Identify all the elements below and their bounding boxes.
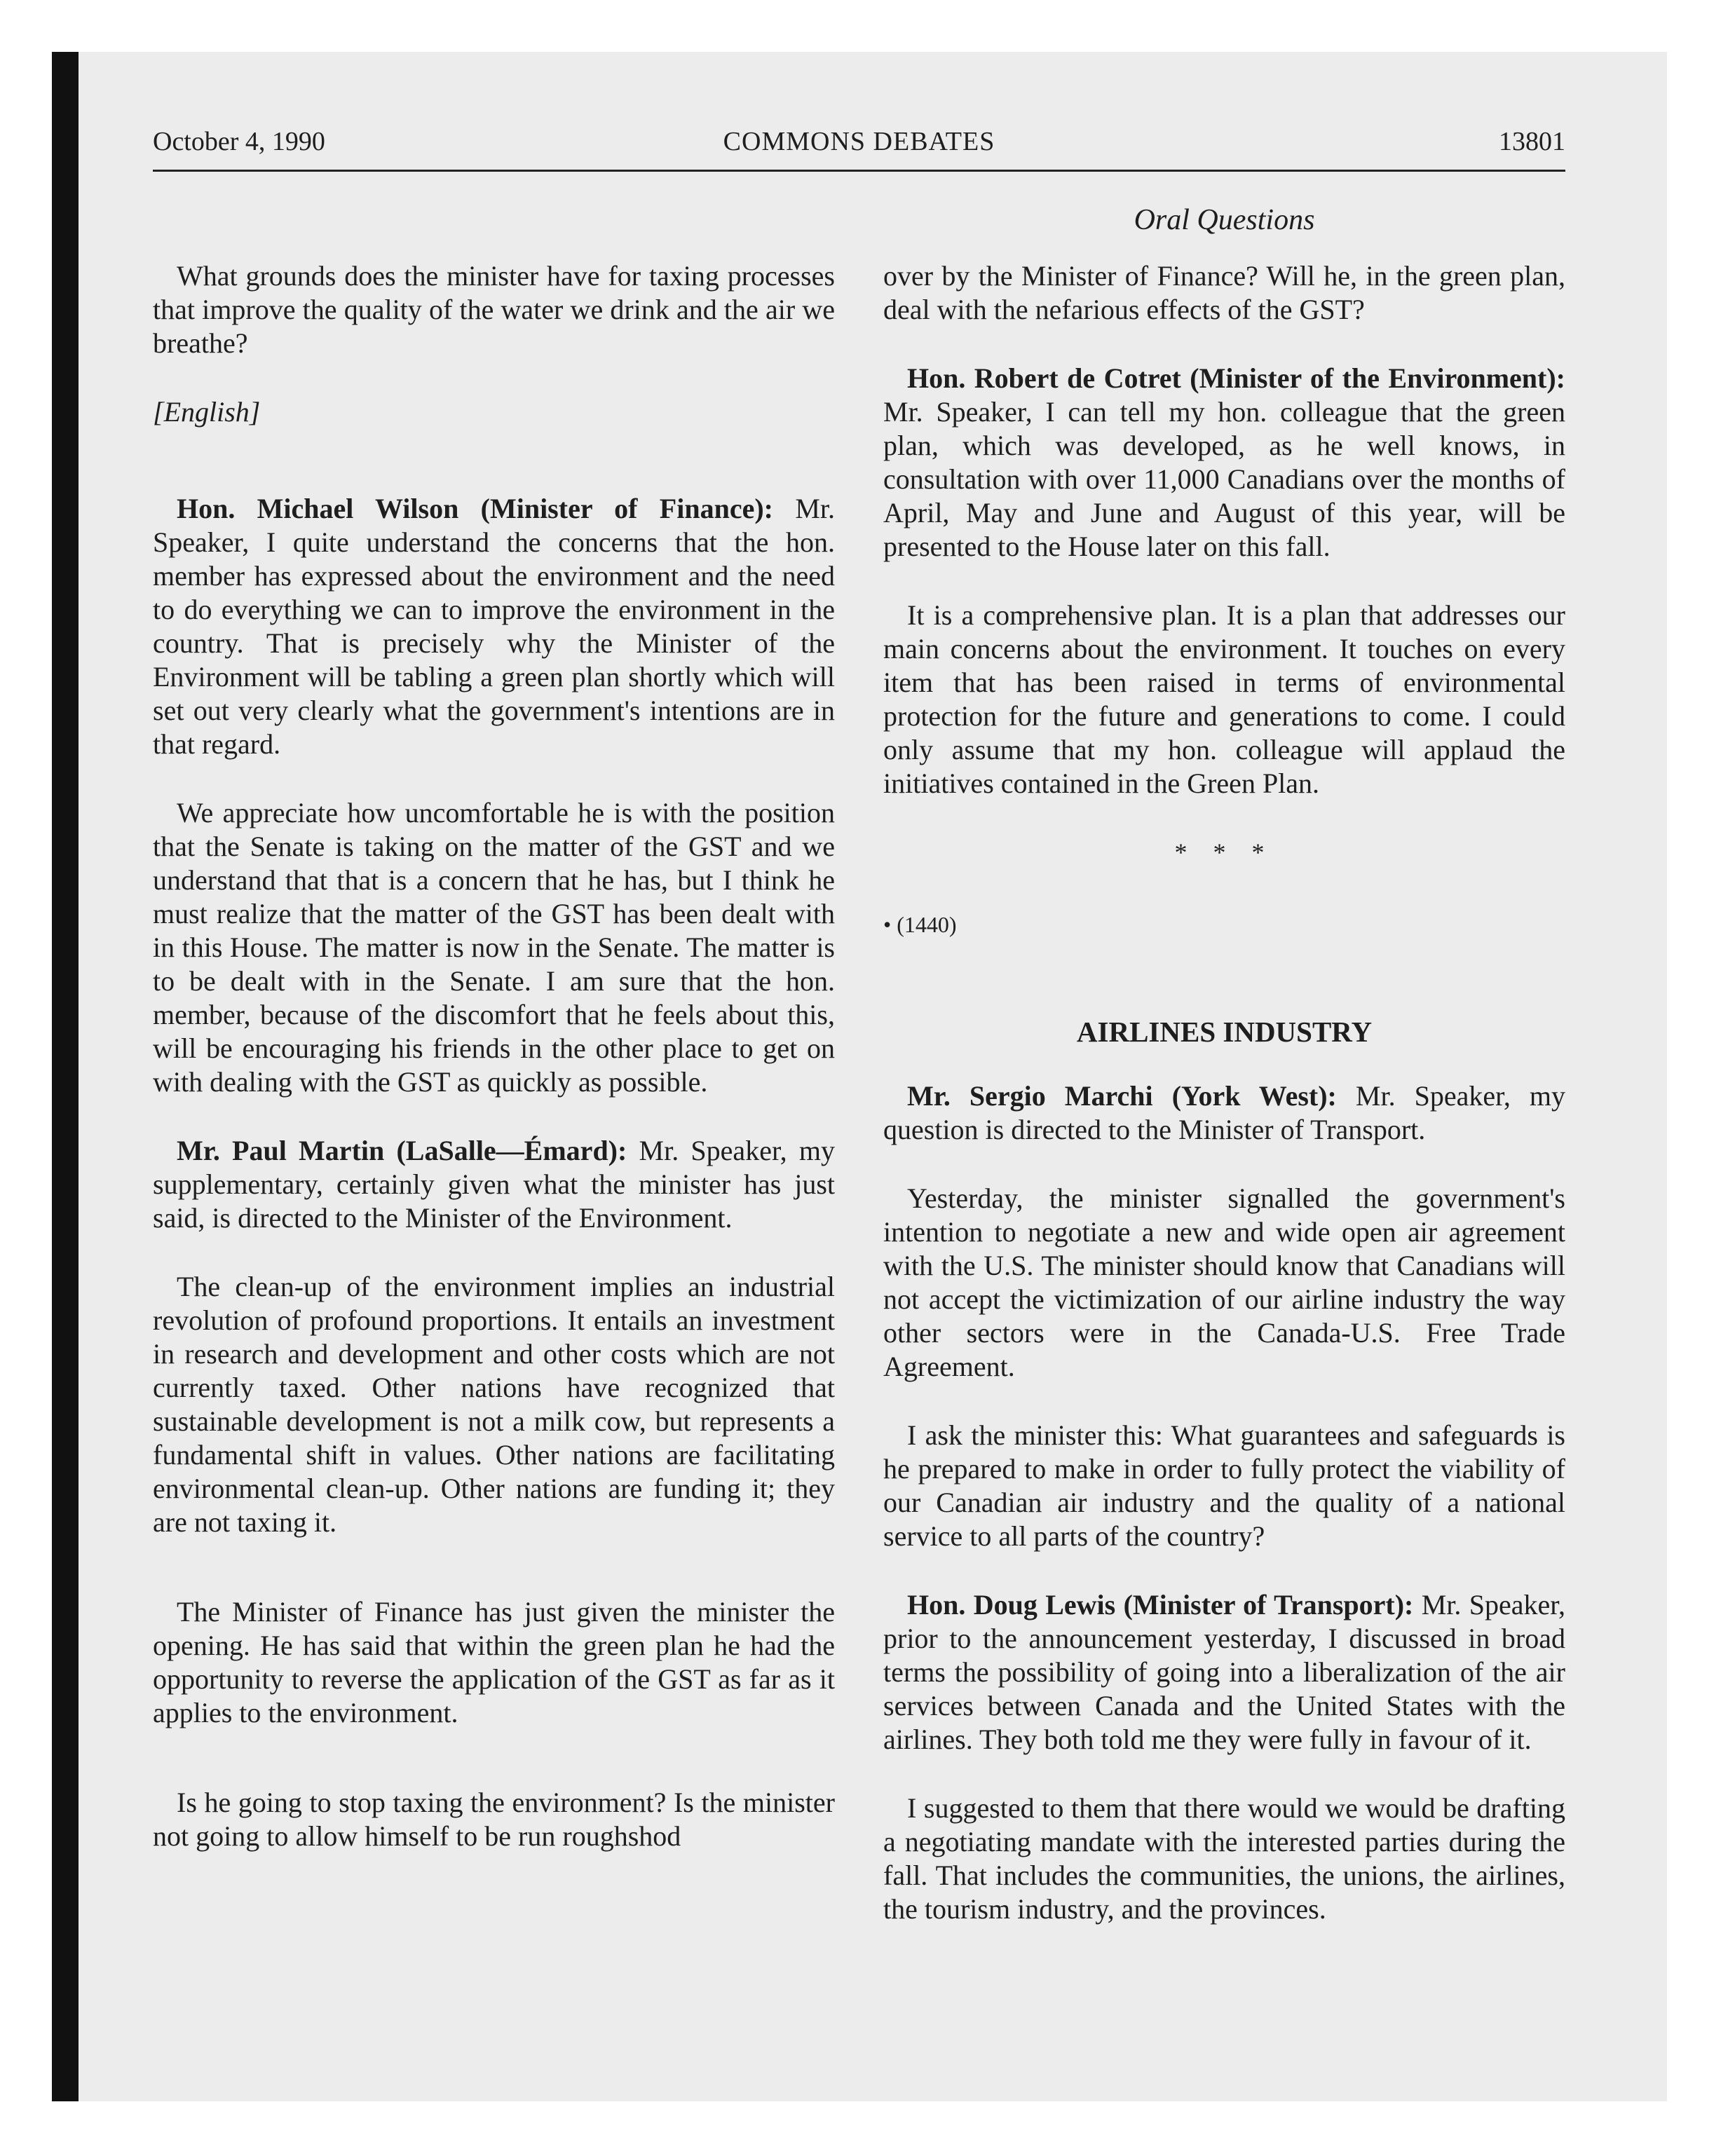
paragraph: The Minister of Finance has just given the minister the opening. He has said that within the green plan he had the opportunity to reverse the application of the GST as far as it applies to the environment. bbox=[153, 1596, 835, 1728]
paragraph: What grounds does the minister have for taxing processes that improve the quality of the water we drink and the air we breathe? bbox=[153, 260, 835, 359]
language-note: [English] bbox=[153, 396, 261, 428]
time-marker: • (1440) bbox=[883, 912, 957, 937]
header-rule bbox=[153, 170, 1565, 172]
paragraph bbox=[153, 492, 835, 761]
speech-text: Mr. Speaker, my question is directed to the Minister of Transport. bbox=[883, 1080, 1565, 1145]
left-column bbox=[153, 259, 835, 1888]
scan-edge-shadow bbox=[52, 52, 79, 2101]
section-divider-stars: * * * bbox=[1174, 838, 1274, 866]
speech-text: Mr. Speaker, prior to the announcement yesterday, I discussed in broad terms the possibility of going into a liberalization of the air services between Canada and the United States with the airlines. They both told me they were fully in favour of it. bbox=[883, 1589, 1566, 1755]
header-title: COMMONS DEBATES bbox=[723, 127, 995, 156]
paragraph: Yesterday, the minister signalled the government's intention to negotiate a new and wide open air agreement with the U.S. The minister should know that Canadians will not accept the victimization of our airline industry the way other sectors were in the Canada-U.S. Free Trade Agreement. bbox=[883, 1182, 1565, 1382]
section-heading: AIRLINES INDUSTRY bbox=[1076, 1016, 1373, 1048]
paragraph: It is a comprehensive plan. It is a plan that addresses our main concerns about the environment. It touches on every item that has been raised in terms of environmental protection for the future and generations to come. I could only assume that my hon. colleague will applaud the initiatives contained in the Green Plan. bbox=[883, 599, 1565, 799]
speech-text: Mr. Speaker, my supplementary, certainly given what the minister has just said, is directed to the Minister of the Environment. bbox=[153, 1135, 835, 1234]
header-date: October 4, 1990 bbox=[153, 127, 325, 156]
speaker-name: Mr. Paul Martin (LaSalle—Émard): bbox=[177, 1135, 627, 1166]
paragraph bbox=[153, 1134, 835, 1235]
section-label: Oral Questions bbox=[1134, 204, 1315, 236]
speaker-name: Mr. Sergio Marchi (York West): bbox=[907, 1080, 1337, 1112]
speaker-name: Hon. Robert de Cotret (Minister of the Environment): bbox=[907, 362, 1565, 394]
paragraph bbox=[883, 1588, 1565, 1756]
header-page-number: 13801 bbox=[1499, 127, 1565, 156]
speech-text: Mr. Speaker, I can tell my hon. colleague that the green plan, which was developed, as he well knows, in consultation with over 11,000 Canadians over the months of April, May and June and August of this year, will be presented to the House later on this fall. bbox=[883, 396, 1565, 562]
speech-text: Mr. Speaker, I quite understand the concerns that the hon. member has expressed about the environment and the need to do everything we can to improve the environment in the country. That is precisely why the Minister of the Environment will be tabling a green plan shortly which will set out very clearly what the government's intentions are in that regard. bbox=[153, 493, 835, 760]
paragraph: The clean-up of the environment implies an industrial revolution of profound proportions. It entails an investment in research and development and other costs which are not currently taxed. Other nations have recognized that sustainable development is not a milk cow, but represents a fundamental shift in values. Other nations are facilitating environmental clean-up. Other nations are funding it; they are not taxing it. bbox=[153, 1271, 835, 1538]
right-column bbox=[883, 259, 1565, 1961]
speaker-name: Hon. Doug Lewis (Minister of Transport): bbox=[907, 1589, 1414, 1621]
paragraph bbox=[883, 362, 1565, 564]
paragraph: We appreciate how uncomfortable he is with the position that the Senate is taking on the matter of the GST and we understand that that is a concern that he has, but I think he must realize that the matter of the GST has been dealt with in this House. The matter is now in the Senate. The matter is to be dealt with in the Senate. I am sure that the hon. member, because of the discomfort that he feels about this, will be encouraging his friends in the other place to get on with dealing with the GST as quickly as possible. bbox=[153, 797, 835, 1098]
paragraph: I ask the minister this: What guarantees and safeguards is he prepared to make in order to fully protect the viability of our Canadian air industry and the quality of a national service to all parts of the country? bbox=[883, 1419, 1565, 1552]
paragraph: I suggested to them that there would we would be drafting a negotiating mandate with the interested parties during the fall. That includes the communities, the unions, the airlines, the tourism industry, and the provinces. bbox=[883, 1792, 1565, 1925]
speaker-name: Hon. Michael Wilson (Minister of Finance): bbox=[177, 493, 773, 524]
paragraph: Is he going to stop taxing the environment? Is the minister not going to allow himself to be run roughshod bbox=[153, 1787, 835, 1852]
paragraph bbox=[883, 1079, 1565, 1147]
page-header bbox=[153, 126, 1565, 171]
paragraph: over by the Minister of Finance? Will he, in the green plan, deal with the nefarious effects of the GST? bbox=[883, 260, 1565, 325]
